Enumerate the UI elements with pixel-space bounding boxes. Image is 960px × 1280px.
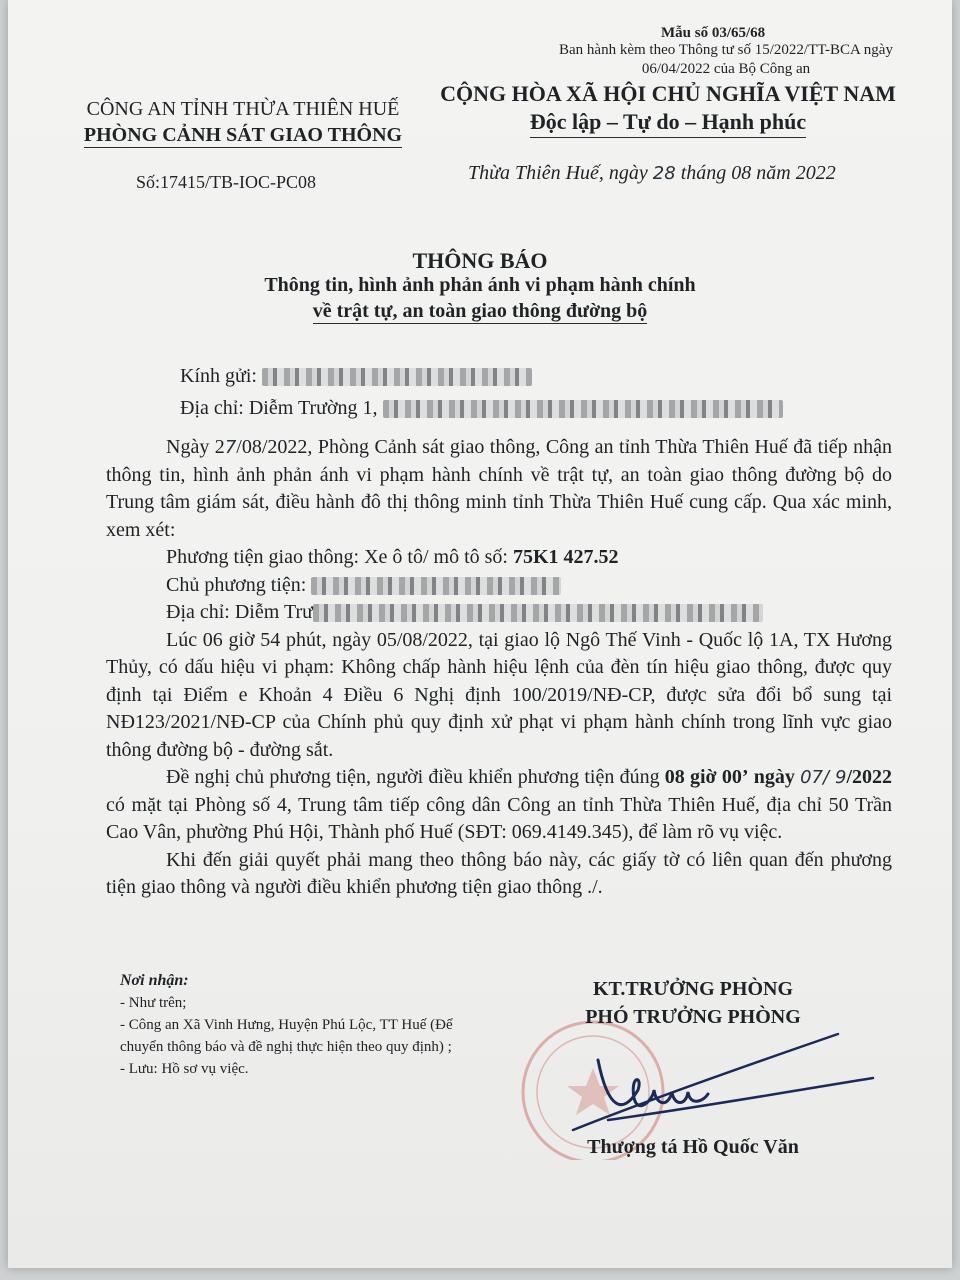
agency-line-2: PHÒNG CẢNH SÁT GIAO THÔNG [83,124,403,146]
agency-line-1: CÔNG AN TỈNH THỪA THIÊN HUẾ [86,98,400,120]
issuing-agency [68,96,418,148]
recipient-item: - Lưu: Hồ sơ vụ việc. [120,1061,249,1077]
national-header [433,80,903,139]
signer-name: Thượng tá Hồ Quốc Văn [587,1136,799,1158]
document-title: THÔNG BÁO [412,248,548,273]
recipient-block [180,360,783,424]
handwritten-signature-icon [568,1020,888,1150]
form-number: Mẫu số 03/65/68 [661,25,766,41]
nation-line-2: Độc lập – Tự do – Hạnh phúc [433,108,903,139]
subtitle-line-2: về trật tự, an toàn giao thông đường bộ [312,300,648,322]
vehicle-line: Phương tiện giao thông: Xe ô tô/ mô tô số: 75K1 427.52 [166,546,619,568]
owner-line: Chủ phương tiện: [106,572,892,600]
owner-address-line: Địa chỉ: Diễm Trư [106,599,892,627]
redacted-address [383,400,783,418]
subtitle-line-1: Thông tin, hình ảnh phản ánh vi phạm hành chính [264,274,696,296]
notice-body [106,434,892,902]
paragraph-violation: Lúc 06 giờ 54 phút, ngày 05/08/2022, tại giao lộ Ngô Thế Vinh - Quốc lộ 1A, TX Hương Thủy, có dấu hiệu vi phạm: Không chấp hành hiệu lệnh của đèn tín hiệu giao thông, được quy định tại Điểm e Khoản 4 Điều 6 Nghị định 100/2019/NĐ-CP, được sửa đổi bổ sung tại NĐ123/2021/NĐ-CP của Chính phủ quy định xử phạt vi phạm hành chính trong lĩnh vực giao thông đường bộ - đường sắt. [106,628,892,761]
document-page [8,0,952,1268]
recipient-item: - Công an Xã Vinh Hưng, Huyện Phú Lộc, TT Huế (Để chuyển thông báo và đề nghị thực hiện theo quy định) ; [120,1017,453,1055]
paragraph-receipt: Ngày 27/08/2022, Phòng Cảnh sát giao thông, Công an tỉnh Thừa Thiên Huế đã tiếp nhận thông tin, hình ảnh phản ánh vi phạm hành chính về trật tự, an toàn giao thông đường bộ do Trung tâm giám sát, điều hành đô thị thông minh tỉnh Thừa Thiên Huế cung cấp. Qua xác minh, xem xét: [106,436,892,541]
redacted-owner-address [313,604,763,622]
recipient-address: Địa chỉ: Diễm Trường 1, [180,392,783,424]
paragraph-closing: Khi đến giải quyết phải mang theo thông báo này, các giấy tờ có liên quan đến phương tiện giao thông và người điều khiển phương tiện giao thông ./. [106,848,892,898]
signature-line-2: PHÓ TRƯỞNG PHÒNG [585,1006,801,1028]
handwritten-date: 07/ 9 [800,767,847,788]
recipient-item: - Như trên; [120,995,187,1011]
redacted-owner [311,577,561,595]
place-date: Thừa Thiên Huế, ngày 28 tháng 08 năm 2022 [468,162,836,184]
license-plate: 75K1 427.52 [512,546,619,568]
document-subtitle [8,272,952,324]
handwritten-day: 28 [652,163,676,184]
nation-line-1: CỘNG HÒA XÃ HỘI CHỦ NGHĨA VIỆT NAM [440,81,896,106]
handwritten-digit: 7 [224,437,237,458]
paragraph-request: Đề nghị chủ phương tiện, người điều khiển phương tiện đúng 08 giờ 00’ ngày 07/ 9/2022 có mặt tại Phòng số 4, Trung tâm tiếp công dân Công an tỉnh Thừa Thiên Huế, địa chỉ 50 Trần Cao Vân, phường Phú Hội, Thành phố Huế (SĐT: 069.4149.345), để làm rõ vụ việc. [106,766,892,843]
document-number: Số:17415/TB-IOC-PC08 [136,172,317,192]
recipient-to: Kính gửi: [180,360,783,392]
form-issued-note: Ban hành kèm theo Thông tư số 15/2022/TT-BCA ngày 06/04/2022 của Bộ Công an [559,42,893,77]
signature-line-1: KT.TRƯỞNG PHÒNG [593,978,793,1000]
recipients-list [120,970,480,1080]
redacted-name [262,368,532,386]
recipients-heading: Nơi nhận: [120,972,189,989]
